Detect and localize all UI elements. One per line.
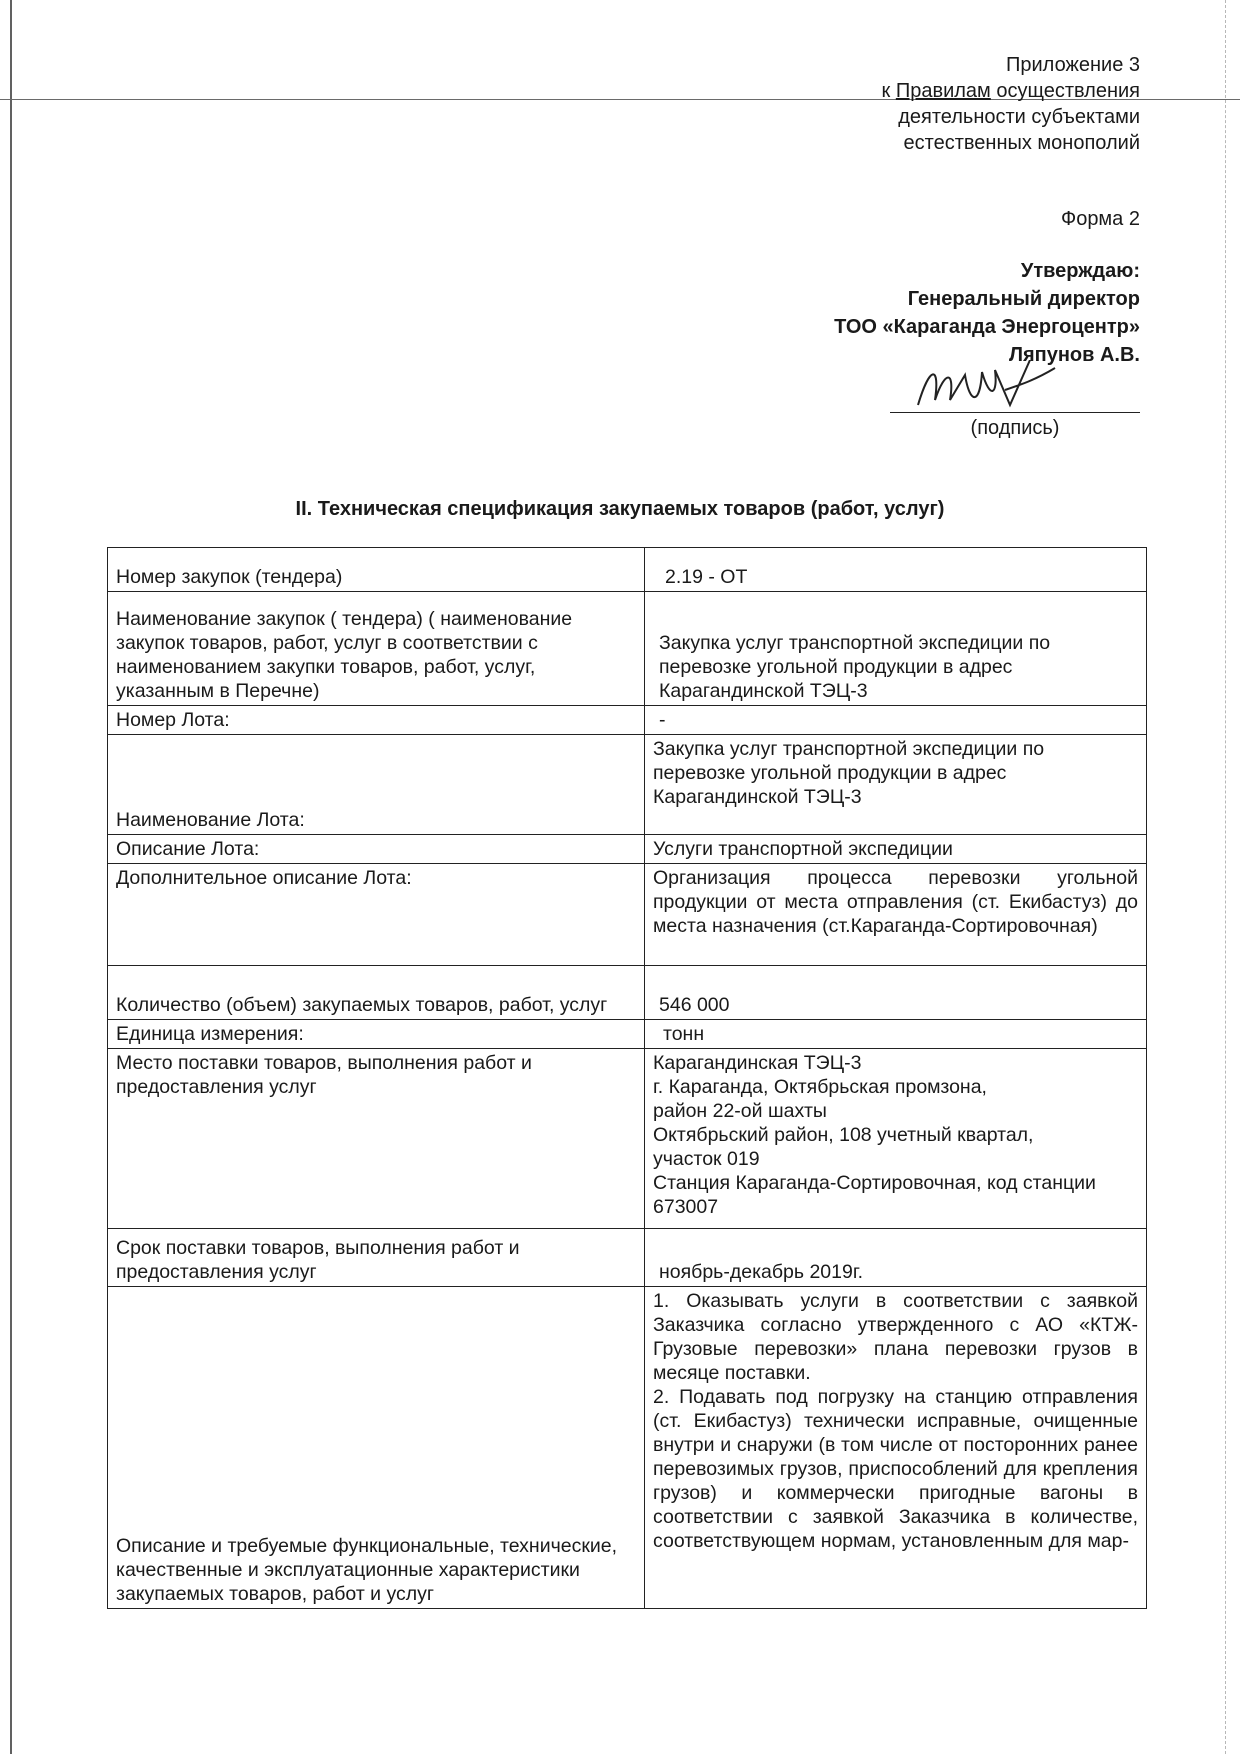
approval-block	[720, 257, 1140, 369]
row-value: тонн	[645, 1020, 1147, 1049]
table-row	[108, 1049, 1147, 1229]
appendix-line-4: естественных монополий	[903, 132, 1140, 154]
table-row	[108, 1287, 1147, 1609]
signature-caption: (подпись)	[970, 417, 1060, 439]
table-row	[108, 835, 1147, 864]
scan-edge-left	[10, 0, 12, 1754]
appendix-line-3: деятельности субъектами	[898, 106, 1140, 128]
row-label: Наименование закупок ( тендера) ( наименование закупок товаров, работ, услуг в соответствии с наименованием закупки товаров, работ, услуг, указанным в Перечне)	[108, 592, 645, 706]
signature-line	[890, 412, 1140, 413]
row-value: 2.19 - ОТ	[645, 548, 1147, 592]
table-row	[108, 735, 1147, 835]
approve-word: Утверждаю:	[1020, 260, 1140, 282]
signature-icon	[910, 360, 1060, 415]
row-value: ноябрь-декабрь 2019г.	[645, 1229, 1147, 1287]
spec-table	[107, 547, 1147, 1609]
rules-underlined: Правилам	[895, 80, 991, 102]
table-row	[108, 592, 1147, 706]
row-label: Срок поставки товаров, выполнения работ и предоставления услуг	[108, 1229, 645, 1287]
row-label: Единица измерения:	[108, 1020, 645, 1049]
row-label: Количество (объем) закупаемых товаров, работ, услуг	[108, 966, 645, 1020]
row-label: Описание и требуемые функциональные, технические, качественные и эксплуатационные характеристики закупаемых товаров, работ и услуг	[108, 1287, 645, 1609]
row-value: Услуги транспортной экспедиции	[645, 835, 1147, 864]
row-label: Описание Лота:	[108, 835, 645, 864]
scan-edge-right	[1224, 0, 1226, 1754]
row-value: Закупка услуг транспортной экспедиции по перевозке угольной продукции в адрес Карагандинской ТЭЦ-3	[645, 735, 1147, 835]
table-row	[108, 706, 1147, 735]
director-position: Генеральный директор	[907, 288, 1140, 310]
table-row	[108, 1229, 1147, 1287]
row-value: Организация процесса перевозки угольной продукции от места отправления (ст. Екибастуз) до места назначения (ст.Караганда-Сортировочная)	[645, 864, 1147, 966]
director-name: Ляпунов А.В.	[1008, 344, 1140, 366]
form-label: Форма 2	[1060, 208, 1140, 230]
row-value: Закупка услуг транспортной экспедиции по перевозке угольной продукции в адрес Карагандинской ТЭЦ-3	[645, 592, 1147, 706]
row-label: Номер закупок (тендера)	[108, 548, 645, 592]
rules-suffix: осуществления	[990, 80, 1140, 102]
table-row	[108, 548, 1147, 592]
appendix-header	[720, 52, 1140, 156]
row-value: 1. Оказывать услуги в соответствии с заявкой Заказчика согласно утвержденного с АО «КТЖ-Грузовые перевозки» плана перевозки грузов в месяце поставки. 2. Подавать под погрузку на станцию отправления (ст. Екибастуз) технически исправные, очищенные внутри и снаружи (в том числе от посторонних ранее перевозимых грузов, приспособлений для крепления грузов) и коммерчески пригодные вагоны в соответствии с заявкой Заказчика в количестве, соответствующем нормам, установленным для мар-	[645, 1287, 1147, 1609]
table-row	[108, 1020, 1147, 1049]
row-label: Дополнительное описание Лота:	[108, 864, 645, 966]
table-row	[108, 864, 1147, 966]
rules-prefix: к	[881, 80, 896, 102]
table-row	[108, 966, 1147, 1020]
appendix-rules-line	[720, 78, 1140, 104]
row-label: Номер Лота:	[108, 706, 645, 735]
row-label: Место поставки товаров, выполнения работ и предоставления услуг	[108, 1049, 645, 1229]
row-value: -	[645, 706, 1147, 735]
section-title: II. Техническая спецификация закупаемых товаров (работ, услуг)	[295, 498, 945, 520]
appendix-number: Приложение 3	[1006, 54, 1140, 76]
signature-area	[890, 360, 1140, 450]
row-label: Наименование Лота:	[108, 735, 645, 835]
row-value: 546 000	[645, 966, 1147, 1020]
row-value: Карагандинская ТЭЦ-3 г. Караганда, Октябрьская промзона, район 22-ой шахты Октябрьский район, 108 учетный квартал, участок 019 Станция Караганда-Сортировочная, код станции 673007	[645, 1049, 1147, 1229]
company-name: ТОО «Караганда Энергоцентр»	[834, 316, 1140, 338]
